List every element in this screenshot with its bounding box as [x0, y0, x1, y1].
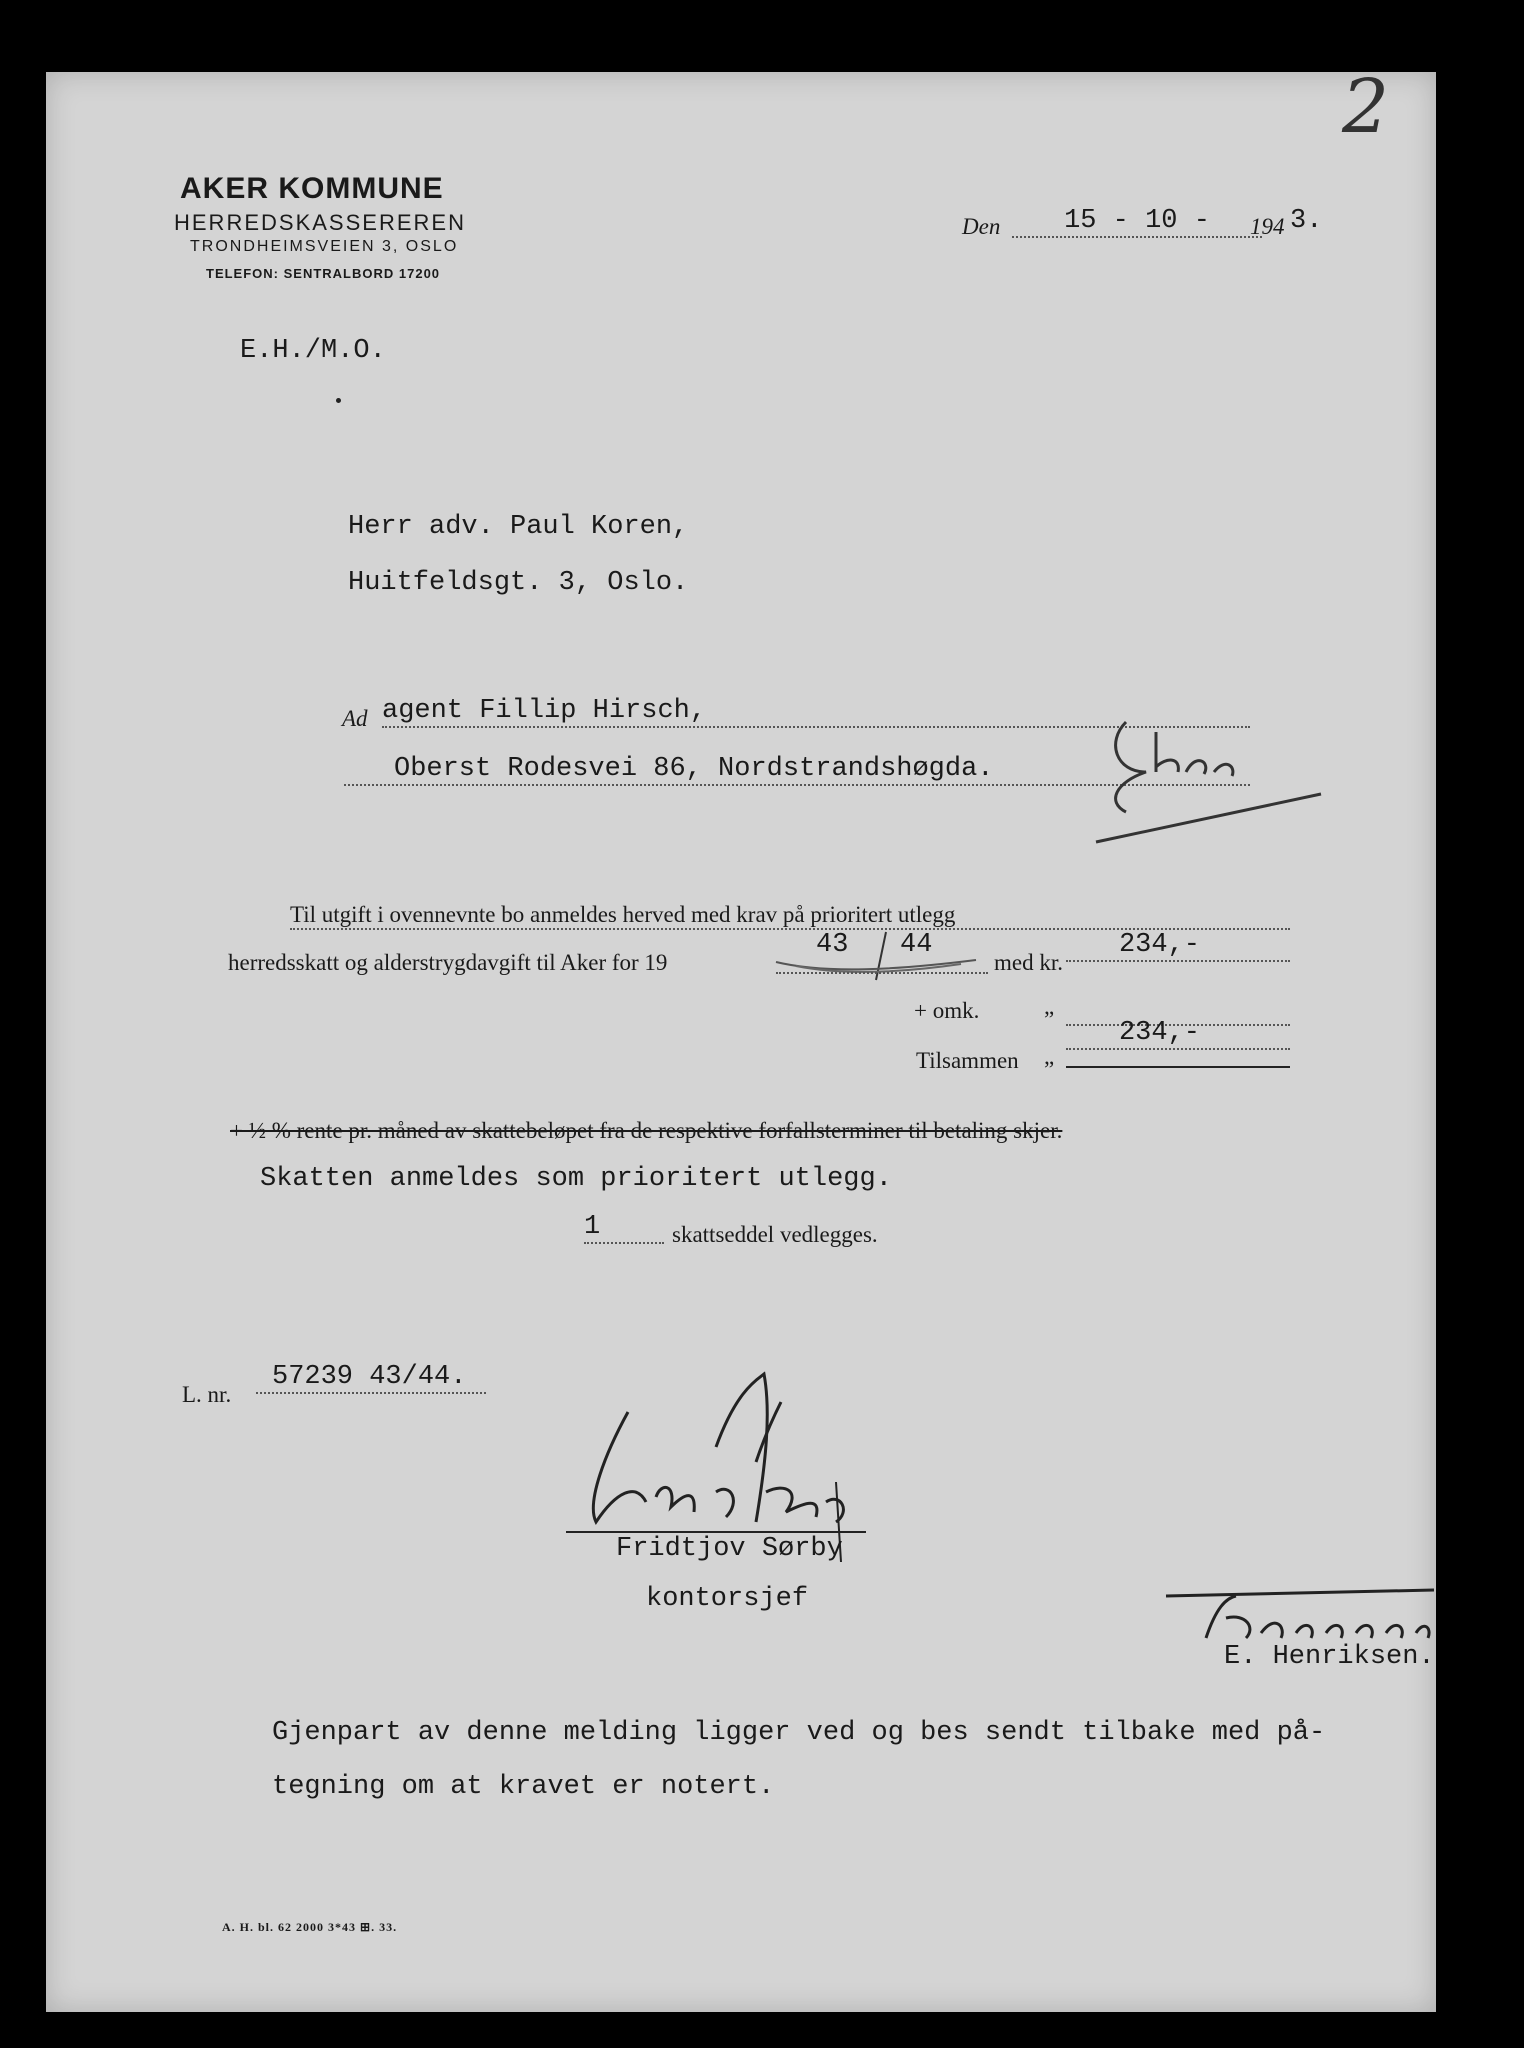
subject-address: Oberst Rodesvei 86, Nordstrandshøgda.	[344, 754, 1250, 786]
claim-year-line	[776, 972, 988, 974]
letterhead-title: AKER KOMMUNE	[180, 172, 444, 205]
letterhead-phone: TELEFON: SENTRALBORD 17200	[206, 266, 441, 281]
attachment-label: skattseddel vedlegges.	[672, 1222, 878, 1247]
date-value: 15 - 10 -	[1012, 206, 1262, 238]
stray-dot	[336, 398, 341, 403]
lnr-value: 57239 43/44.	[256, 1362, 486, 1394]
total-quote: „	[1044, 1044, 1055, 1069]
signatory-title: kontorsjef	[646, 1584, 809, 1614]
document-page	[46, 64, 1436, 2012]
claim-amount: 234,-	[1066, 930, 1290, 962]
recipient-address: Huitfeldsgt. 3, Oslo.	[348, 568, 689, 598]
priority-note: Skatten anmeldes som prioritert utlegg.	[260, 1164, 892, 1194]
letterhead-department: HERREDSKASSEREREN	[174, 210, 466, 235]
interest-line-struck: + ½ % rente pr. måned av skattebeløpet fra de respektive forfallsterminer til betaling skjer.	[230, 1118, 1063, 1143]
date-year-printed: 194	[1250, 214, 1285, 239]
claim-year-to: 44	[900, 930, 933, 960]
closing-line2: tegning om at kravet er notert.	[272, 1772, 775, 1802]
claim-intro: Til utgift i ovennevnte bo anmeldes herved med krav på prioritert utlegg	[290, 902, 1290, 930]
total-label: Tilsammen	[916, 1048, 1019, 1073]
omk-label: + omk.	[914, 998, 980, 1023]
subject-prefix: Ad	[342, 706, 368, 731]
total-amount: 234,-	[1066, 1018, 1290, 1050]
attachment-count: 1	[584, 1212, 664, 1244]
signature-henriksen	[1166, 1588, 1436, 1648]
second-signatory-name: E. Henriksen.	[1224, 1642, 1435, 1672]
date-year-typed: 3.	[1290, 206, 1323, 236]
signatory-name: Fridtjov Sørby	[616, 1534, 843, 1564]
recipient-name: Herr adv. Paul Koren,	[348, 512, 689, 542]
omk-quote: „	[1044, 994, 1055, 1019]
date-prefix: Den	[962, 214, 1001, 239]
letterhead-address: TRONDHEIMSVEIEN 3, OSLO	[190, 238, 459, 255]
footer-print-code: A. H. bl. 62 2000 3*43 ⊞. 33.	[222, 1920, 398, 1934]
claim-line2-prefix: herredsskatt og alderstrygdavgift til Aker for 19	[228, 950, 668, 975]
subject-name: agent Fillip Hirsch,	[382, 696, 1250, 728]
handwritten-initials	[1086, 712, 1326, 852]
total-underline	[1066, 1066, 1290, 1068]
page-number: 2	[1342, 64, 1390, 150]
closing-line1: Gjenpart av denne melding ligger ved og bes sendt tilbake med på-	[272, 1718, 1326, 1748]
claim-year-from: 43	[816, 930, 849, 960]
lnr-label: L. nr.	[182, 1382, 232, 1407]
claim-line2-suffix: med kr.	[994, 950, 1063, 975]
reference-code: E.H./M.O.	[240, 336, 386, 366]
year-slash-mark	[776, 932, 976, 982]
